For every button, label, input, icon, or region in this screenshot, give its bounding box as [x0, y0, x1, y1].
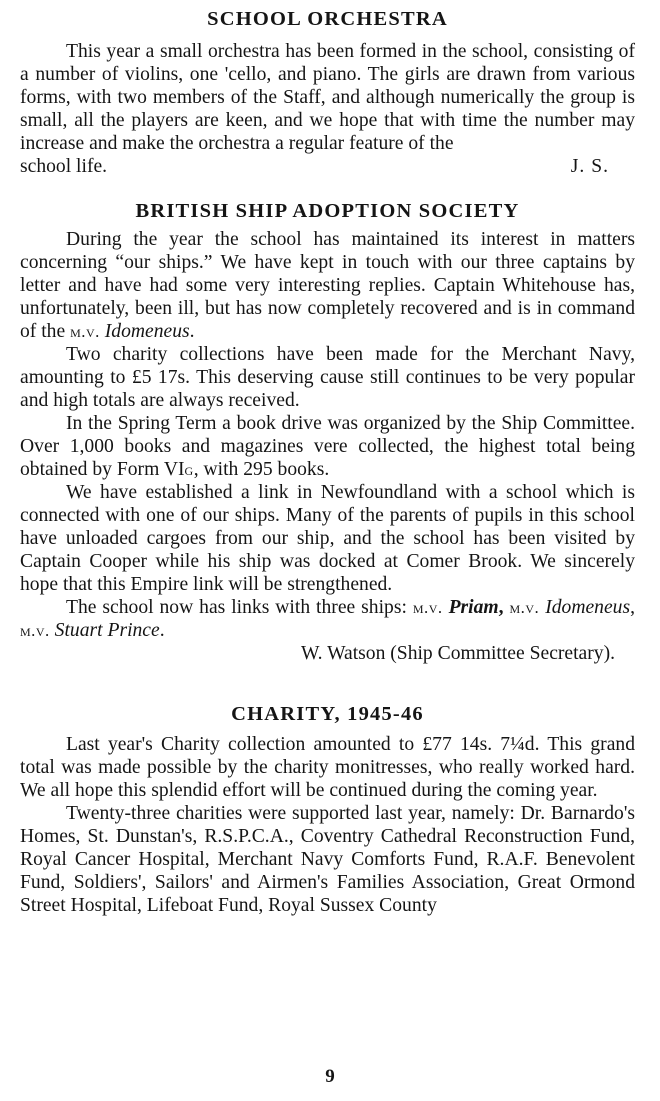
orchestra-last-line: school life. — [20, 156, 108, 177]
bsas-paragraph-3 — [20, 412, 635, 481]
charity-paragraph-1: Last year's Charity collection amounted to £77 14s. 7¼d. This grand total was made possible by the charity monitresses, who really worked hard. We all hope this splendid effort will be continued during the coming year. — [20, 734, 635, 801]
page-content — [20, 6, 635, 917]
orchestra-initials: J. S. — [570, 156, 609, 177]
charity-paragraph-2: Twenty-three charities were supported last year, namely: Dr. Barnardo's Homes, St. Dunstan's, R.S.P.C.A., Coventry Cathedral Reconstruction Fund, Royal Cancer Hospital, Merchant Navy Comforts Fund, R.A.F. Benevolent Fund, Soldiers', Sailors' and Airmen's Families Association, Great Ormond Street Hospital, Lifeboat Fund, Royal Sussex County — [20, 803, 635, 916]
section-charity — [20, 701, 635, 917]
orchestra-body — [20, 40, 635, 178]
ship-name-stuart-prince: Stuart Prince — [54, 620, 160, 641]
ship-name-priam: Priam — [448, 597, 499, 618]
bsas-p3-text: In the Spring Term a book drive was organized by the Ship Committee. Over 1,000 books and magazines vere collected, the highest total being obtained by Form VI — [20, 413, 635, 480]
mv-abbreviation: m.v. — [412, 598, 443, 617]
bsas-p5-period: . — [159, 620, 165, 641]
mv-abbreviation: m.v. — [20, 621, 50, 640]
page-number: 9 — [325, 1066, 335, 1087]
section-school-orchestra — [20, 6, 635, 178]
ship-list-comma: , — [498, 597, 504, 618]
ship-name-idomeneus: Idomeneus — [104, 321, 190, 342]
heading-school-orchestra: SCHOOL ORCHESTRA — [207, 8, 448, 30]
bsas-p5-text: The school now has links with three ships: — [66, 597, 407, 618]
bsas-p1-text: During the year the school has maintained its interest in matters concerning “our ships.” We have kept in touch with our three captains by letter and have had some very interesting replies. Captain Whitehouse has, unfortunately, been ill, but has now completely recovered and is in command of the — [20, 229, 635, 342]
mv-abbreviation: m.v. — [70, 322, 100, 341]
heading-british-ship-adoption-society: BRITISH SHIP ADOPTION SOCIETY — [135, 200, 520, 222]
bsas-paragraph-4: We have established a link in Newfoundland with a school which is connected with one of our ships. Many of the parents of pupils in this school have unloaded cargoes from our ship, and the school has been visited by Captain Cooper while his ship was docked at Comer Brook. We sincerely hope that this Empire link will be strengthened. — [20, 482, 635, 595]
orchestra-paragraph: This year a small orchestra has been formed in the school, consisting of a number of violins, one 'cello, and piano. The girls are drawn from various forms, with two members of the Staff, and although numerically the group is small, all the players are keen, and we hope that with time the number may increase and make the orchestra a regular feature of the — [20, 41, 635, 154]
bsas-paragraph-5 — [20, 596, 635, 642]
ship-list-comma: , — [630, 597, 636, 618]
heading-charity: CHARITY, 1945-46 — [231, 703, 424, 725]
ship-name-idomeneus: Idomeneus — [545, 597, 631, 618]
bsas-p3-end: , with 295 books. — [193, 459, 330, 480]
form-suffix: g — [184, 460, 194, 479]
mv-abbreviation: m.v. — [509, 598, 540, 617]
bsas-body — [20, 228, 635, 665]
section-british-ship-adoption-society — [20, 198, 635, 665]
bsas-p1-period: . — [189, 321, 195, 342]
orchestra-closing-line — [20, 155, 635, 178]
bsas-paragraph-2: Two charity collections have been made for the Merchant Navy, amounting to £5 17s. This deserving cause still continues to be very popular and high totals are always received. — [20, 344, 635, 411]
charity-body — [20, 733, 635, 917]
bsas-signature: W. Watson (Ship Committee Secretary). — [300, 643, 615, 664]
bsas-paragraph-1 — [20, 228, 635, 343]
